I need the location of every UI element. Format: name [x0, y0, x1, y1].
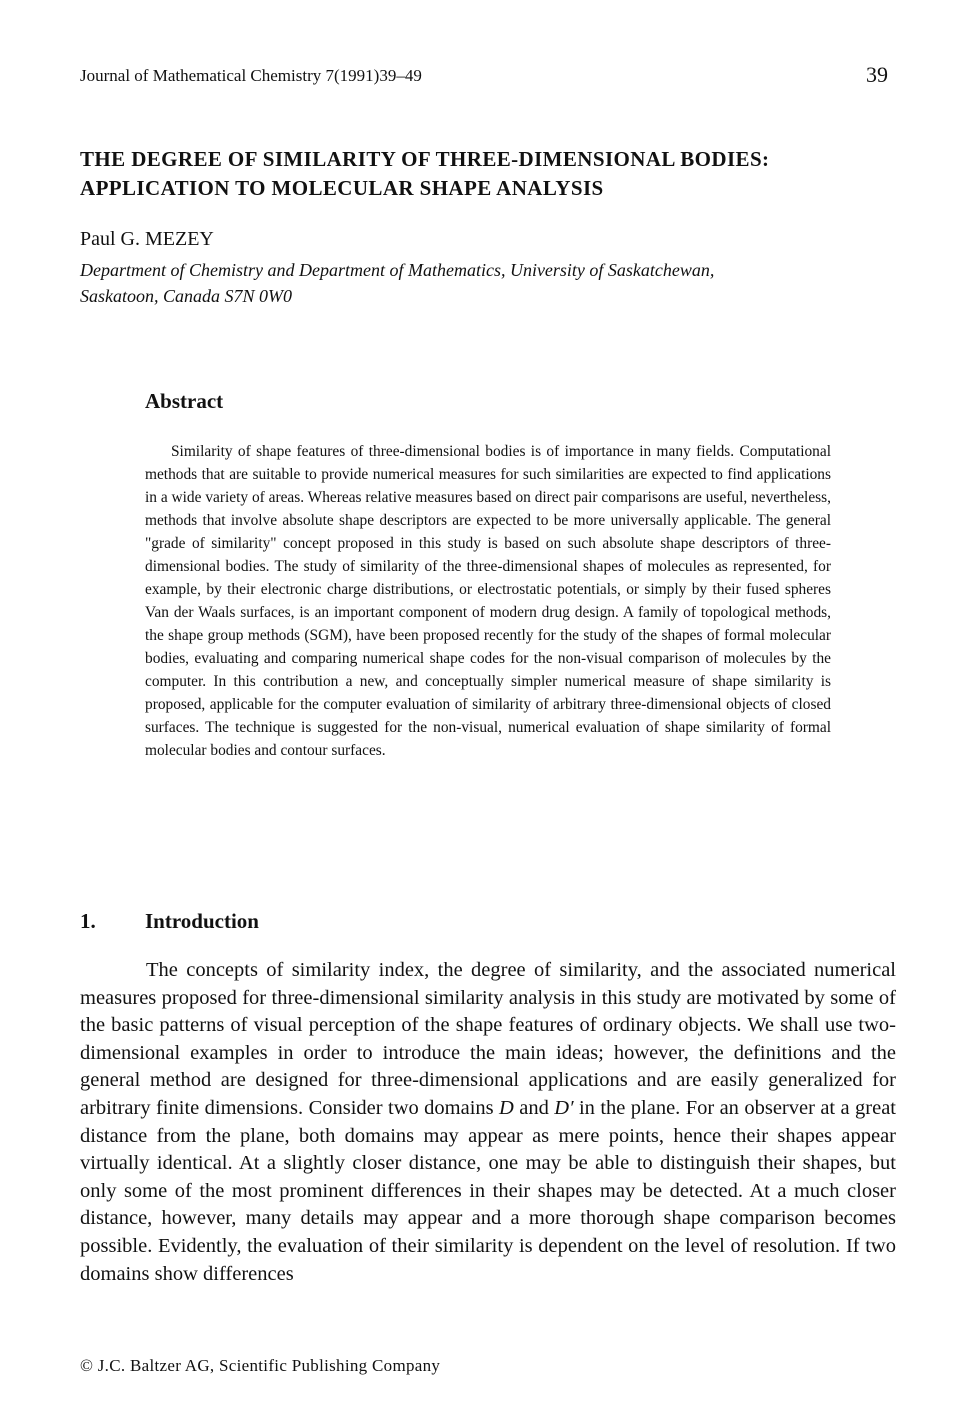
paper-title-line-1: THE DEGREE OF SIMILARITY OF THREE-DIMENSIONAL BODIES: — [80, 147, 770, 171]
abstract-heading: Abstract — [145, 389, 224, 413]
introduction-paragraph — [80, 957, 896, 1288]
page-number: 39 — [866, 62, 888, 87]
intro-text-part-2: in the plane. For an observer at a great distance from the plane, both domains may appear as mere points, hence their shapes appear virtually identical. At a slightly closer distance, one may be able to distinguish their shapes, but only some of the most prominent differences in their shapes may be detected. At a much closer distance, however, many details may appear and a more thorough shape comparison becomes possible. Evidently, the evaluation of their similarity is dependent on the level of resolution. If two domains show differences — [80, 1096, 896, 1285]
affiliation-line-2: Saskatoon, Canada S7N 0W0 — [80, 286, 293, 306]
intro-text-and: and — [513, 1096, 555, 1119]
journal-citation: Journal of Mathematical Chemistry 7(1991)39–49 — [80, 66, 422, 85]
section-number: 1. — [80, 909, 96, 933]
author-name: Paul G. MEZEY — [80, 228, 214, 250]
paper-title — [80, 145, 769, 203]
intro-text-part-1: The concepts of similarity index, the degree of similarity, and the associated numerical measures proposed for three-dimensional similarity analysis in this study are motivated by some of the basic patterns of visual perception of the shape features of ordinary objects. We shall use two-dimensional examples in order to introduce the main ideas; however, the definitions and the general method are designed for three-dimensional applications and are easily generalized for arbitrary finite dimensions. Consider two domains — [80, 959, 896, 1119]
copyright-footer: © J.C. Baltzer AG, Scientific Publishing Company — [80, 1356, 441, 1375]
author-affiliation — [80, 257, 910, 309]
section-title: Introduction — [145, 909, 259, 933]
affiliation-line-1: Department of Chemistry and Department of Mathematics, University of Saskatchewan, — [80, 260, 715, 280]
abstract-text: Similarity of shape features of three-dimensional bodies is of importance in many fields. Computational methods that are suitable to provide numerical measures for such similarities are expected to find applications in a wide variety of areas. Whereas relative measures based on direct pair comparisons are useful, nevertheless, methods that involve absolute shape descriptors are expected to be more universally applicable. The general "grade of similarity" concept proposed in this study is based on such absolute shape descriptors of three-dimensional bodies. The study of similarity of the three-dimensional shapes of molecules as represented, for example, by their electronic charge distributions, or electrostatic potentials, or simply by their fused spheres Van der Waals surfaces, is an important component of modern drug design. A family of topological methods, the shape group methods (SGM), have been proposed recently for the study of the shapes of formal molecular bodies, evaluating and comparing numerical shape codes for the non-visual comparison of molecules by the computer. In this contribution a new, and conceptually simpler numerical measure of shape similarity is proposed, applicable for the computer evaluation of similarity of arbitrary three-dimensional objects of closed surfaces. The technique is suggested for the non-visual, numerical evaluation of shape similarity of formal molecular bodies and contour surfaces. — [145, 443, 831, 759]
paper-title-line-2: APPLICATION TO MOLECULAR SHAPE ANALYSIS — [80, 176, 604, 200]
symbol-d: D — [499, 1096, 514, 1119]
symbol-d-prime: D′ — [554, 1096, 574, 1119]
